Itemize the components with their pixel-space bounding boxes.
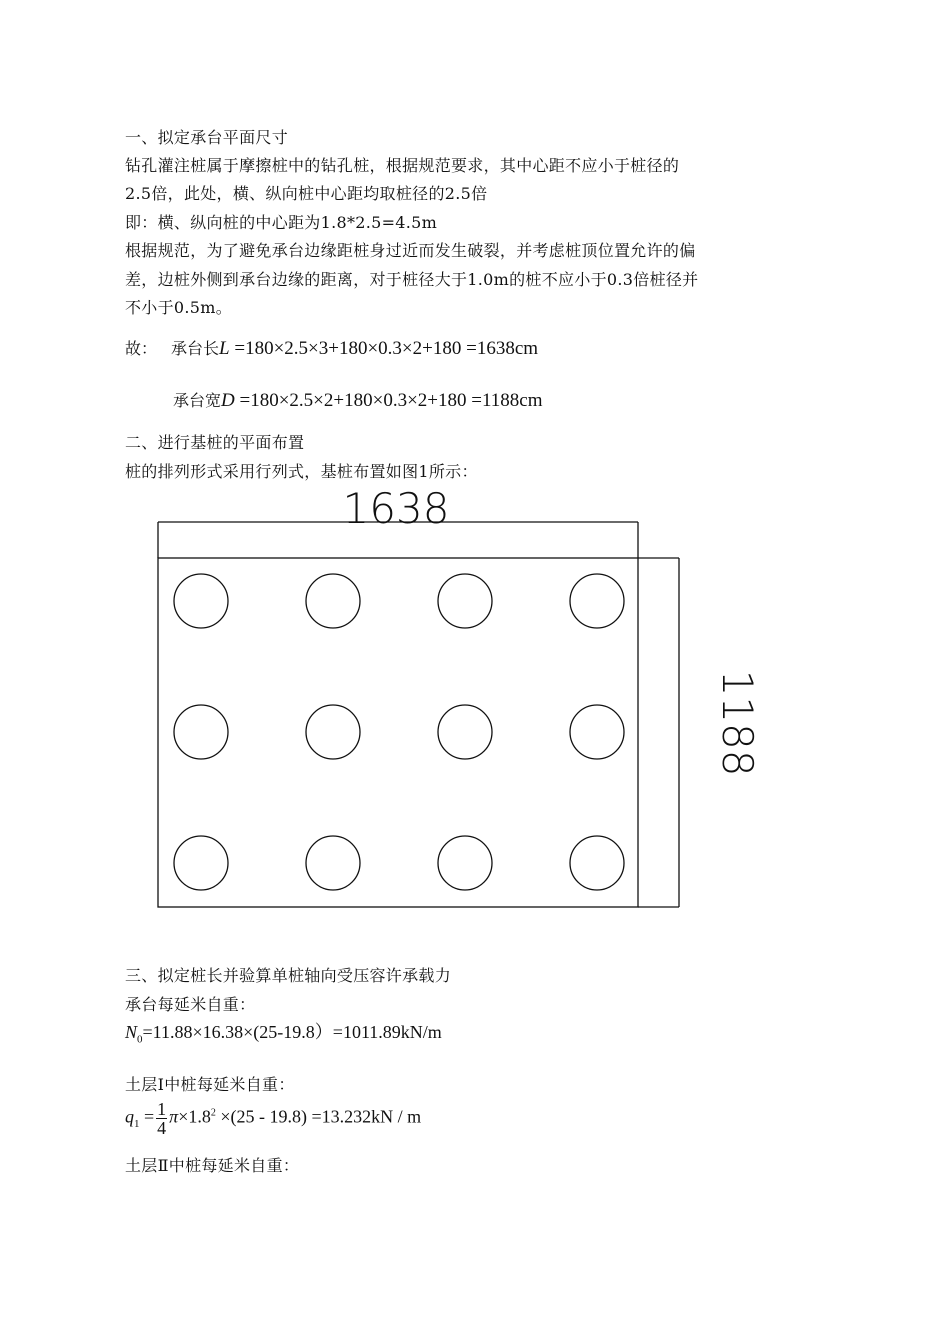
pile-circle xyxy=(570,574,624,628)
pile-circle xyxy=(306,836,360,890)
pile-circle xyxy=(174,705,228,759)
section1-paragraph3-line3: 不小于0.5m。 xyxy=(125,298,233,317)
section1-paragraph2: 即：横、纵向桩的中心距为1.8*2.5=4.5m xyxy=(125,213,438,232)
formula-prefix: 故： xyxy=(125,339,158,358)
section3-paragraph1: 承台每延米自重： xyxy=(125,995,256,1014)
pile-circle xyxy=(438,705,492,759)
q1-middle: ×1.8 xyxy=(178,1106,211,1127)
q1-equals: = xyxy=(139,1106,155,1127)
section1-heading: 一、拟定承台平面尺寸 xyxy=(125,128,289,147)
length-expression: =180×2.5×3+180×0.3×2+180 =1638cm xyxy=(229,338,539,359)
pile-cap-outline xyxy=(158,558,638,907)
n0-subscript: 0 xyxy=(137,1033,143,1046)
width-variable: D xyxy=(221,390,235,411)
section1-paragraph1-line1: 钻孔灌注桩属于摩擦桩中的钻孔桩，根据规范要求，其中心距不应小于桩径的 xyxy=(125,156,680,175)
length-dimension-label: 1638 xyxy=(342,484,450,533)
n0-formula xyxy=(125,1018,442,1046)
width-label: 承台宽 xyxy=(173,391,222,410)
q1-numerator: 1 xyxy=(157,1099,167,1119)
section2-heading: 二、进行基桩的平面布置 xyxy=(125,433,305,452)
pile-circle xyxy=(306,705,360,759)
width-expression: =180×2.5×2+180×0.3×2+180 =1188cm xyxy=(234,390,543,411)
n0-expression: =11.88×16.38×(25-19.8）=1011.89kN/m xyxy=(142,1022,442,1042)
n0-variable: N xyxy=(125,1022,138,1042)
pile-circle xyxy=(438,836,492,890)
length-label: 承台长 xyxy=(171,339,220,358)
pile-circle xyxy=(438,574,492,628)
q1-tail: ×(25 - 19.8) =13.232kN / m xyxy=(215,1106,422,1127)
section1-paragraph3-line1: 根据规范，为了避免承台边缘距桩身过近而发生破裂，并考虑桩顶位置允许的偏 xyxy=(125,241,696,260)
pile-circle xyxy=(570,705,624,759)
section3-paragraph2: 土层Ⅰ中桩每延米自重： xyxy=(125,1075,295,1094)
section1-paragraph3-line2: 差，边桩外侧到承台边缘的距离，对于桩径大于1.0m的桩不应小于0.3倍桩径并 xyxy=(125,270,699,289)
pile-circle xyxy=(306,574,360,628)
pile-circle xyxy=(174,836,228,890)
q1-fraction xyxy=(156,1100,167,1137)
pile-circle xyxy=(174,574,228,628)
section3-heading: 三、拟定桩长并验算单桩轴向受压容许承载力 xyxy=(125,966,452,985)
q1-variable: q xyxy=(125,1106,134,1127)
pile-circle xyxy=(570,836,624,890)
q1-superscript: 2 xyxy=(210,1107,216,1119)
pile-group xyxy=(174,574,624,890)
section1-paragraph1-line2: 2.5倍，此处，横、纵向桩中心距均取桩径的2.5倍 xyxy=(125,184,488,203)
q1-formula xyxy=(125,1100,421,1137)
section2-paragraph1: 桩的排列形式采用行列式，基桩布置如图1所示： xyxy=(125,462,478,481)
length-variable: L xyxy=(219,338,230,359)
section3-paragraph3: 土层Ⅱ中桩每延米自重： xyxy=(125,1156,300,1175)
q1-denominator: 4 xyxy=(157,1118,167,1138)
width-dimension-label: 1188 xyxy=(713,669,762,777)
q1-subscript: 1 xyxy=(134,1118,140,1131)
pi-symbol: π xyxy=(169,1106,179,1127)
